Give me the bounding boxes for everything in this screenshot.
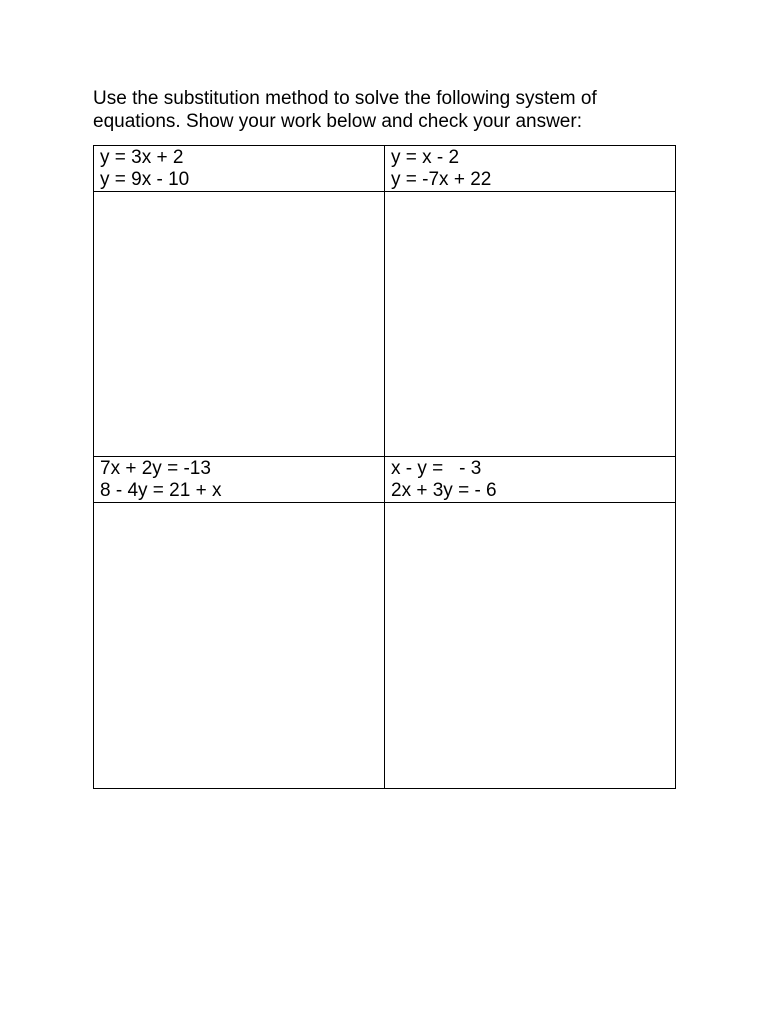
problem-3-equations [94, 457, 385, 503]
instructions-line-2: equations. Show your work below and check your answer: [93, 111, 582, 132]
problem-3-equation-2: 8 - 4y = 21 + x [100, 480, 222, 501]
problem-grid [93, 145, 676, 789]
problem-1-equations [94, 146, 385, 192]
instructions [93, 87, 693, 133]
problem-row-2-work [94, 503, 676, 789]
instructions-line-1: Use the substitution method to solve the following system of [93, 88, 597, 109]
problem-3-work-area[interactable] [94, 503, 385, 789]
problem-4-equations [385, 457, 676, 503]
problem-1-equation-1: y = 3x + 2 [100, 147, 184, 168]
problem-1-work-area[interactable] [94, 192, 385, 457]
problem-2-equations [385, 146, 676, 192]
problem-2-equation-1: y = x - 2 [391, 147, 460, 168]
problem-2-equation-2: y = -7x + 22 [391, 169, 492, 190]
problem-row-2-equations [94, 457, 676, 503]
problem-4-work-area[interactable] [385, 503, 676, 789]
problem-row-1-work [94, 192, 676, 457]
problem-1-equation-2: y = 9x - 10 [100, 169, 190, 190]
problem-4-equation-2: 2x + 3y = - 6 [391, 480, 497, 501]
problem-4-equation-1: x - y = - 3 [391, 458, 482, 479]
problem-3-equation-1: 7x + 2y = -13 [100, 458, 211, 479]
problem-row-1-equations [94, 146, 676, 192]
problem-2-work-area[interactable] [385, 192, 676, 457]
